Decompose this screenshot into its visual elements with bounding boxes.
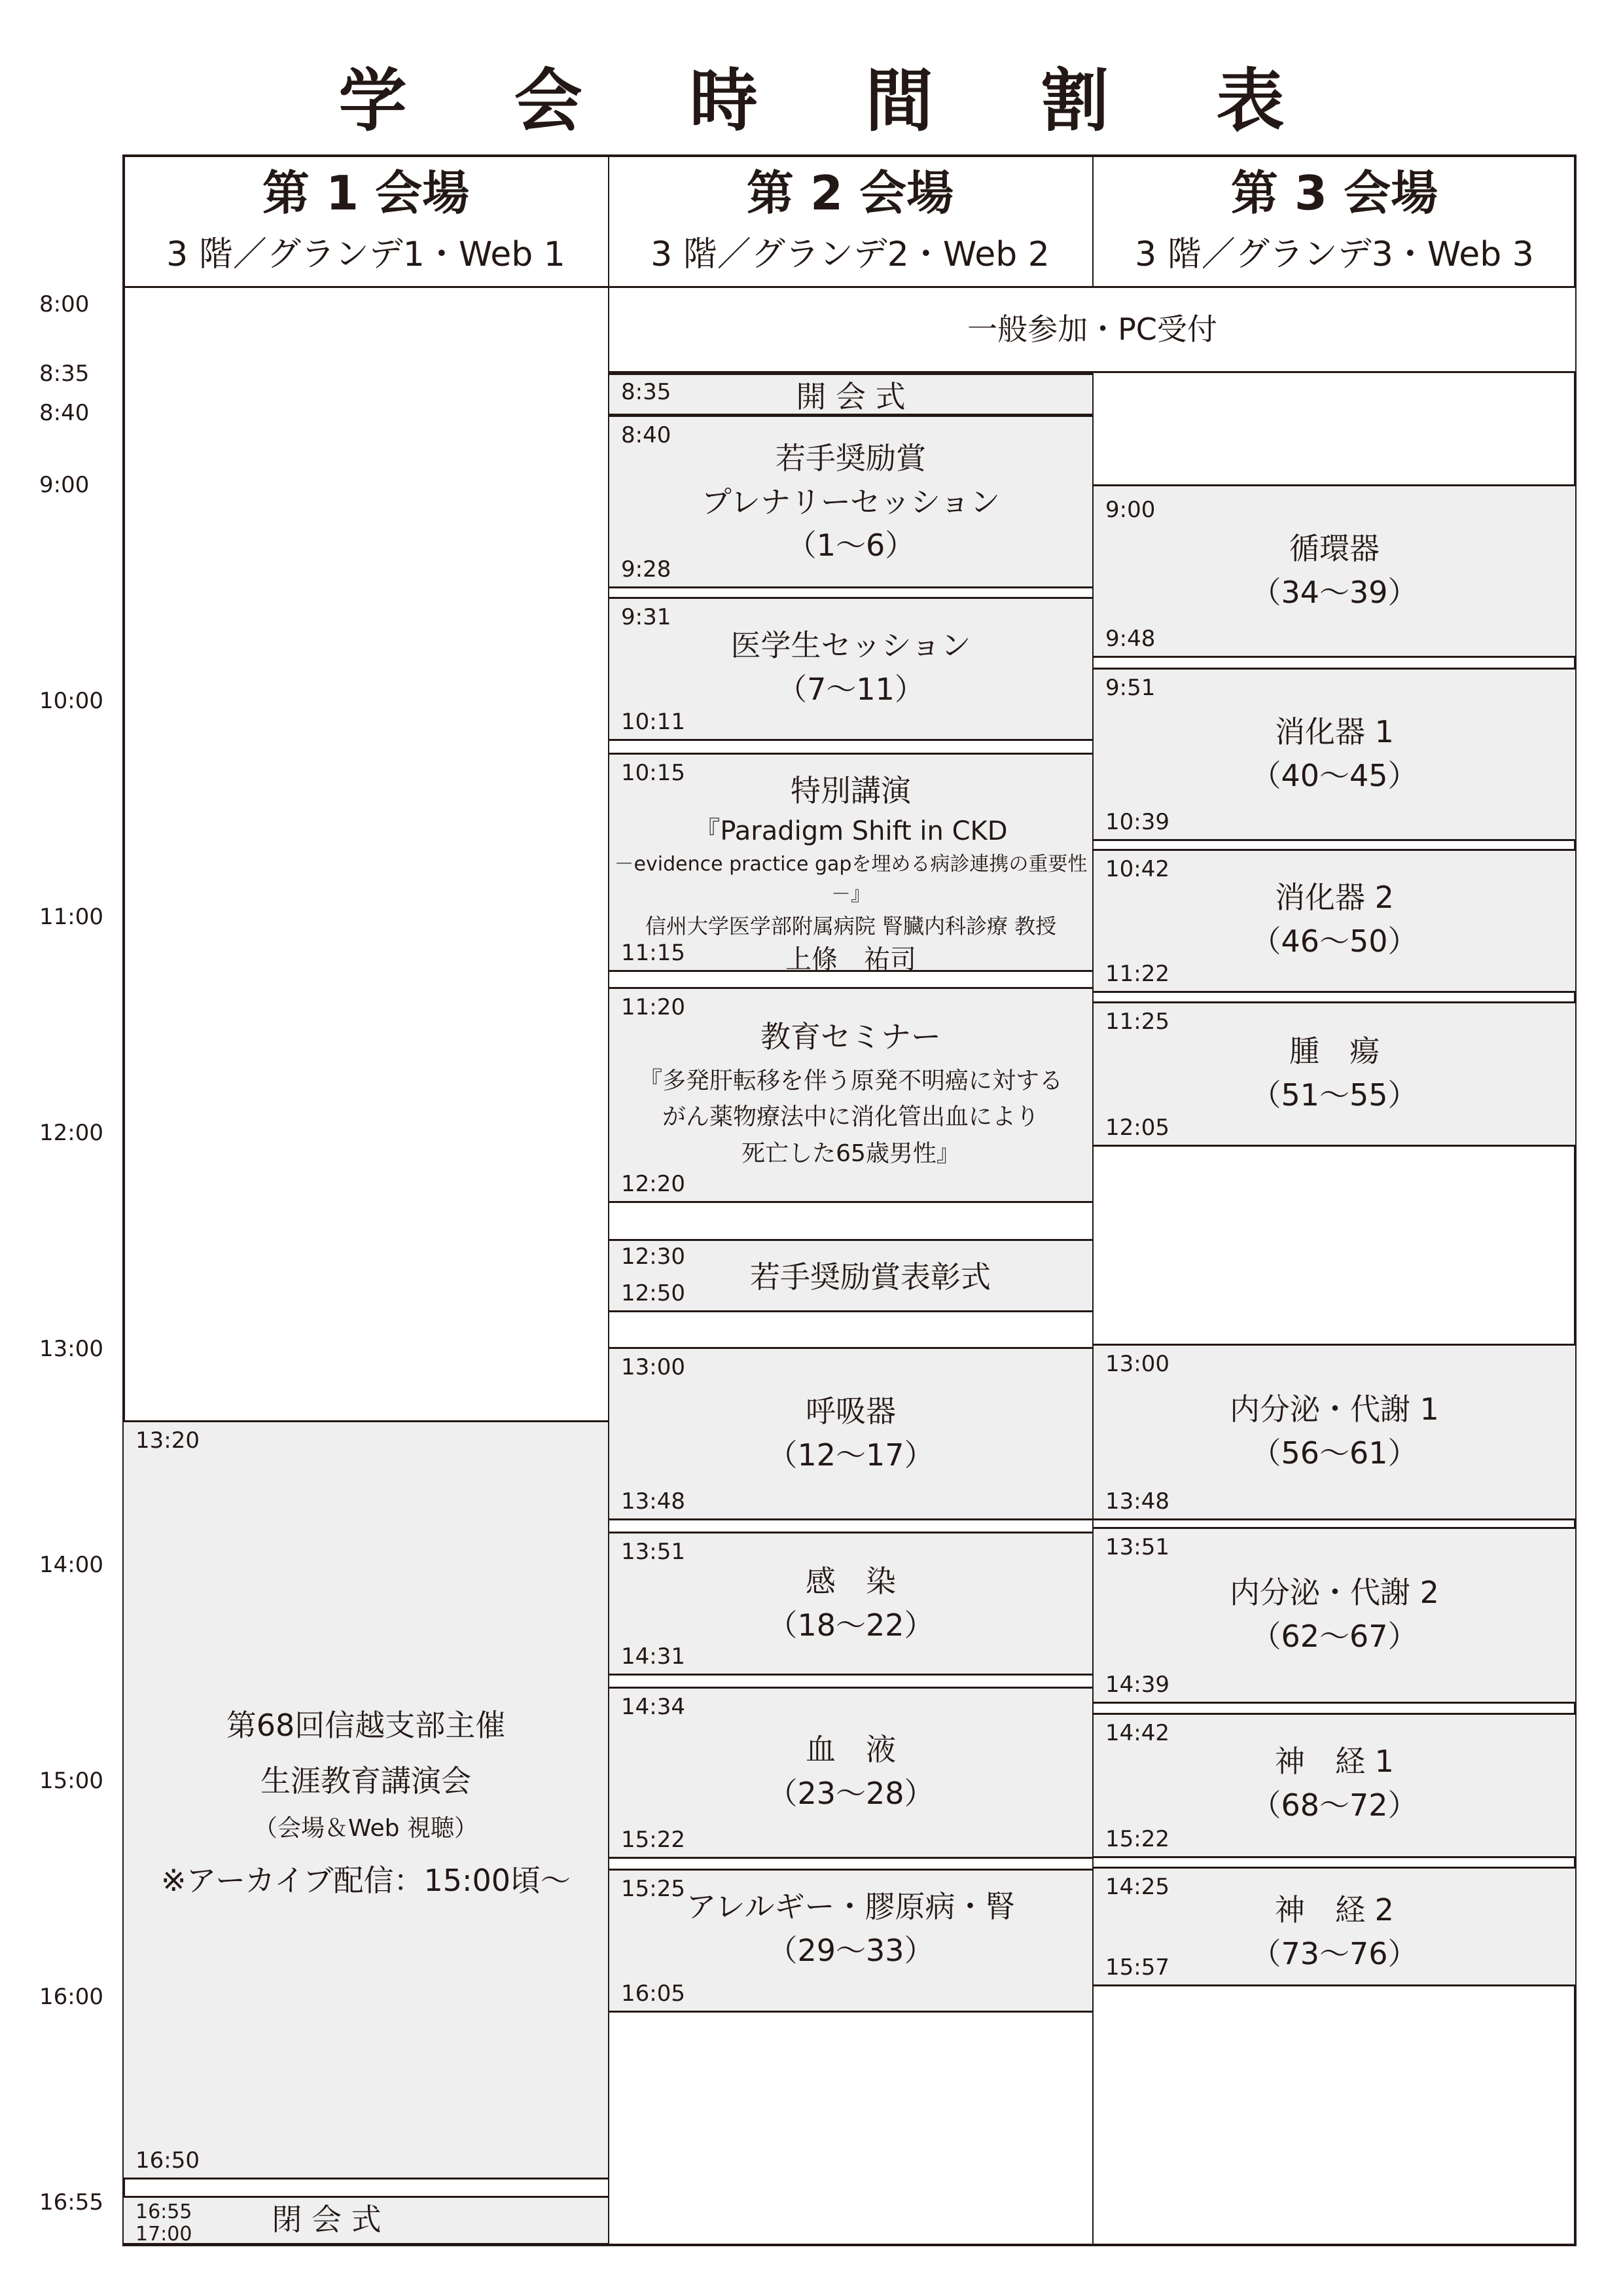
v3-session-block <box>1094 1713 1575 1858</box>
v2-session-block <box>609 1687 1092 1859</box>
end-time: 15:57 <box>1105 1954 1169 1981</box>
start-time: 10:42 <box>1105 856 1169 882</box>
end-time: 17:00 <box>135 2223 192 2246</box>
v2-session-block <box>609 373 1092 416</box>
session-title <box>609 1390 1092 1477</box>
time-label: 8:35 <box>39 361 90 387</box>
session-title <box>1094 1388 1575 1475</box>
end-time: 11:22 <box>1105 961 1169 987</box>
v2-session-block <box>609 1347 1092 1520</box>
start-time: 8:35 <box>621 379 671 405</box>
v3-session-block <box>1094 668 1575 841</box>
session-title <box>1094 876 1575 963</box>
lecture-line-2: 生涯教育講演会 <box>260 1763 471 1799</box>
session-line-1: 消化器 1 <box>1275 714 1394 749</box>
end-time: 14:31 <box>621 1643 685 1670</box>
v1-lecture-block <box>124 1420 608 2179</box>
end-time: 9:28 <box>621 556 671 583</box>
session-line-1: 神 経 2 <box>1275 1892 1394 1928</box>
end-time: 10:39 <box>1105 809 1169 835</box>
session-title <box>1094 1740 1575 1827</box>
lecture-line-4: ※アーカイブ配信：15:00頃～ <box>160 1863 571 1899</box>
v1-closing-block <box>124 2196 608 2245</box>
session-line-1: アレルギー・膠原病・腎 <box>686 1889 1016 1924</box>
venue-2-sub: 3 階／グランデ2・Web 2 <box>651 235 1050 275</box>
session-line-1: 血 液 <box>806 1732 896 1767</box>
session-title: 開 会 式 <box>796 379 906 414</box>
session-line-1: 医学生セッション <box>730 628 971 663</box>
session-line-1: 内分泌・代謝 1 <box>1230 1391 1439 1427</box>
session-title <box>1094 710 1575 797</box>
start-time: 14:42 <box>1105 1720 1169 1746</box>
reception-block <box>609 288 1575 373</box>
time-label: 14:00 <box>39 1552 103 1578</box>
session-title <box>1094 527 1575 614</box>
end-time: 16:50 <box>135 2147 200 2174</box>
session-line-2: （62～67） <box>1251 1618 1418 1654</box>
session-line-2: （51～55） <box>1251 1077 1418 1113</box>
session-line-2: （73～76） <box>1251 1935 1418 1971</box>
end-time: 11:15 <box>621 940 685 966</box>
v2-session-block <box>609 415 1092 588</box>
start-time: 13:00 <box>1105 1351 1169 1377</box>
v3-session-block <box>1094 1001 1575 1147</box>
start-time: 13:51 <box>621 1539 685 1565</box>
session-line-2: （46～50） <box>1251 923 1418 959</box>
v3-session-block <box>1094 484 1575 658</box>
lecture-line-1: 第68回信越支部主催 <box>226 1708 506 1743</box>
start-time: 10:15 <box>621 760 685 786</box>
session-title <box>609 437 1092 567</box>
session-title <box>609 1015 1092 1172</box>
v3-session-block <box>1094 1527 1575 1704</box>
venue-2-name: 第 2 会場 <box>746 166 954 221</box>
start-time: 13:20 <box>135 1427 200 1454</box>
venue-3-name: 第 3 会場 <box>1230 166 1438 221</box>
start-time: 11:20 <box>621 994 685 1020</box>
session-line-5: 上條 祐司 <box>785 944 916 975</box>
time-label: 16:00 <box>39 1984 103 2010</box>
end-time: 15:22 <box>1105 1826 1169 1852</box>
end-time: 13:48 <box>1105 1488 1169 1515</box>
v3-session-block <box>1094 849 1575 993</box>
session-line-2: （68～72） <box>1251 1787 1418 1823</box>
time-label: 10:00 <box>39 688 103 714</box>
start-time: 12:30 <box>621 1244 685 1270</box>
venue-3-sub: 3 階／グランデ3・Web 3 <box>1135 235 1534 275</box>
session-title <box>609 1885 1092 1972</box>
session-line-2: （18～22） <box>767 1607 935 1643</box>
session-line-1: 神 経 1 <box>1275 1744 1394 1779</box>
session-title <box>609 1560 1092 1647</box>
session-line-2: （34～39） <box>1251 574 1418 610</box>
session-line-1: 特別講演 <box>791 773 911 808</box>
v2-session-block <box>609 1532 1092 1676</box>
v2-session-block <box>609 753 1092 975</box>
end-time: 10:11 <box>621 709 685 735</box>
start-time: 16:55 <box>135 2200 192 2223</box>
session-line-1: 若手奨励賞 <box>776 440 926 476</box>
start-time: 13:51 <box>1105 1534 1169 1560</box>
end-time: 12:20 <box>621 1171 685 1197</box>
time-label: 16:55 <box>39 2189 103 2215</box>
session-line-2: 『多発肝転移を伴う原発不明癌に対する <box>638 1067 1063 1094</box>
session-line-2: （12～17） <box>767 1437 935 1473</box>
session-line-2: プレナリーセッション <box>701 484 1001 520</box>
session-line-1: 消化器 2 <box>1275 880 1394 915</box>
start-time: 15:25 <box>621 1876 685 1902</box>
time-label: 12:00 <box>39 1120 103 1146</box>
time-label: 9:00 <box>39 472 90 498</box>
end-time: 13:48 <box>621 1488 685 1515</box>
session-line-2: （23～28） <box>767 1775 935 1811</box>
session-line-2: （56～61） <box>1251 1435 1418 1471</box>
end-time: 12:50 <box>621 1280 685 1306</box>
end-time: 16:05 <box>621 1981 685 2007</box>
v2-session-block <box>609 1869 1092 2013</box>
session-title <box>609 624 1092 711</box>
end-time: 15:22 <box>621 1827 685 1853</box>
page-title: 学 会 時 間 割 表 <box>338 61 1327 141</box>
v3-session-block <box>1094 1344 1575 1520</box>
session-line-1: 感 染 <box>806 1564 896 1599</box>
session-line-3: －evidence practice gapを埋める病診連携の重要性－』 <box>614 852 1088 906</box>
session-line-4: 信州大学医学部附属病院 腎臓内科診療 教授 <box>645 913 1057 939</box>
session-line-2: （40～45） <box>1251 757 1418 793</box>
time-label: 11:00 <box>39 904 103 930</box>
venue-1-header <box>124 157 608 276</box>
start-time: 11:25 <box>1105 1009 1169 1035</box>
end-time: 14:39 <box>1105 1672 1169 1698</box>
start-time: 14:34 <box>621 1694 685 1720</box>
session-line-1: 腫 瘍 <box>1289 1033 1380 1069</box>
start-time: 14:25 <box>1105 1874 1169 1900</box>
time-label: 13:00 <box>39 1336 103 1362</box>
start-time: 13:00 <box>621 1354 685 1380</box>
session-line-3: （1～6） <box>786 528 916 564</box>
session-line-1: 教育セミナー <box>760 1019 941 1054</box>
venue-3-header <box>1092 157 1577 276</box>
session-line-4: 死亡した65歳男性』 <box>741 1140 960 1168</box>
closing-label: 閉 会 式 <box>272 2202 382 2237</box>
session-line-2: （29～33） <box>767 1932 935 1968</box>
session-line-1: 内分泌・代謝 2 <box>1230 1575 1439 1610</box>
session-line-3: がん薬物療法中に消化管出血により <box>662 1103 1039 1131</box>
end-time: 9:48 <box>1105 626 1156 652</box>
session-line-2: （7～11） <box>777 671 925 707</box>
start-time: 9:31 <box>621 604 671 630</box>
session-line-2: 『Paradigm Shift in CKD <box>694 816 1008 846</box>
session-title: 若手奨励賞表彰式 <box>750 1259 991 1295</box>
time-label: 8:00 <box>39 291 90 317</box>
time-label: 15:00 <box>39 1768 103 1794</box>
v2-session-block <box>609 597 1092 741</box>
lecture-title <box>124 1704 608 1903</box>
session-title <box>609 1728 1092 1815</box>
venue-1-name: 第 1 会場 <box>262 166 470 221</box>
reception-label: 一般参加・PC受付 <box>967 312 1217 347</box>
session-line-1: 循環器 <box>1289 531 1380 566</box>
session-line-1: 呼吸器 <box>806 1393 896 1429</box>
session-title <box>1094 1571 1575 1658</box>
end-time: 12:05 <box>1105 1115 1169 1141</box>
session-title <box>1094 1030 1575 1117</box>
start-time: 9:00 <box>1105 497 1156 523</box>
v3-session-block <box>1094 1867 1575 1986</box>
venue-2-header <box>608 157 1092 276</box>
v2-session-block <box>609 987 1092 1203</box>
venue-1-sub: 3 階／グランデ1・Web 1 <box>166 235 565 275</box>
time-label: 8:40 <box>39 400 90 426</box>
start-time: 8:40 <box>621 422 671 448</box>
v2-session-block <box>609 1239 1092 1312</box>
start-time: 9:51 <box>1105 675 1156 701</box>
lecture-line-3: （会場＆Web 視聴） <box>254 1815 478 1842</box>
